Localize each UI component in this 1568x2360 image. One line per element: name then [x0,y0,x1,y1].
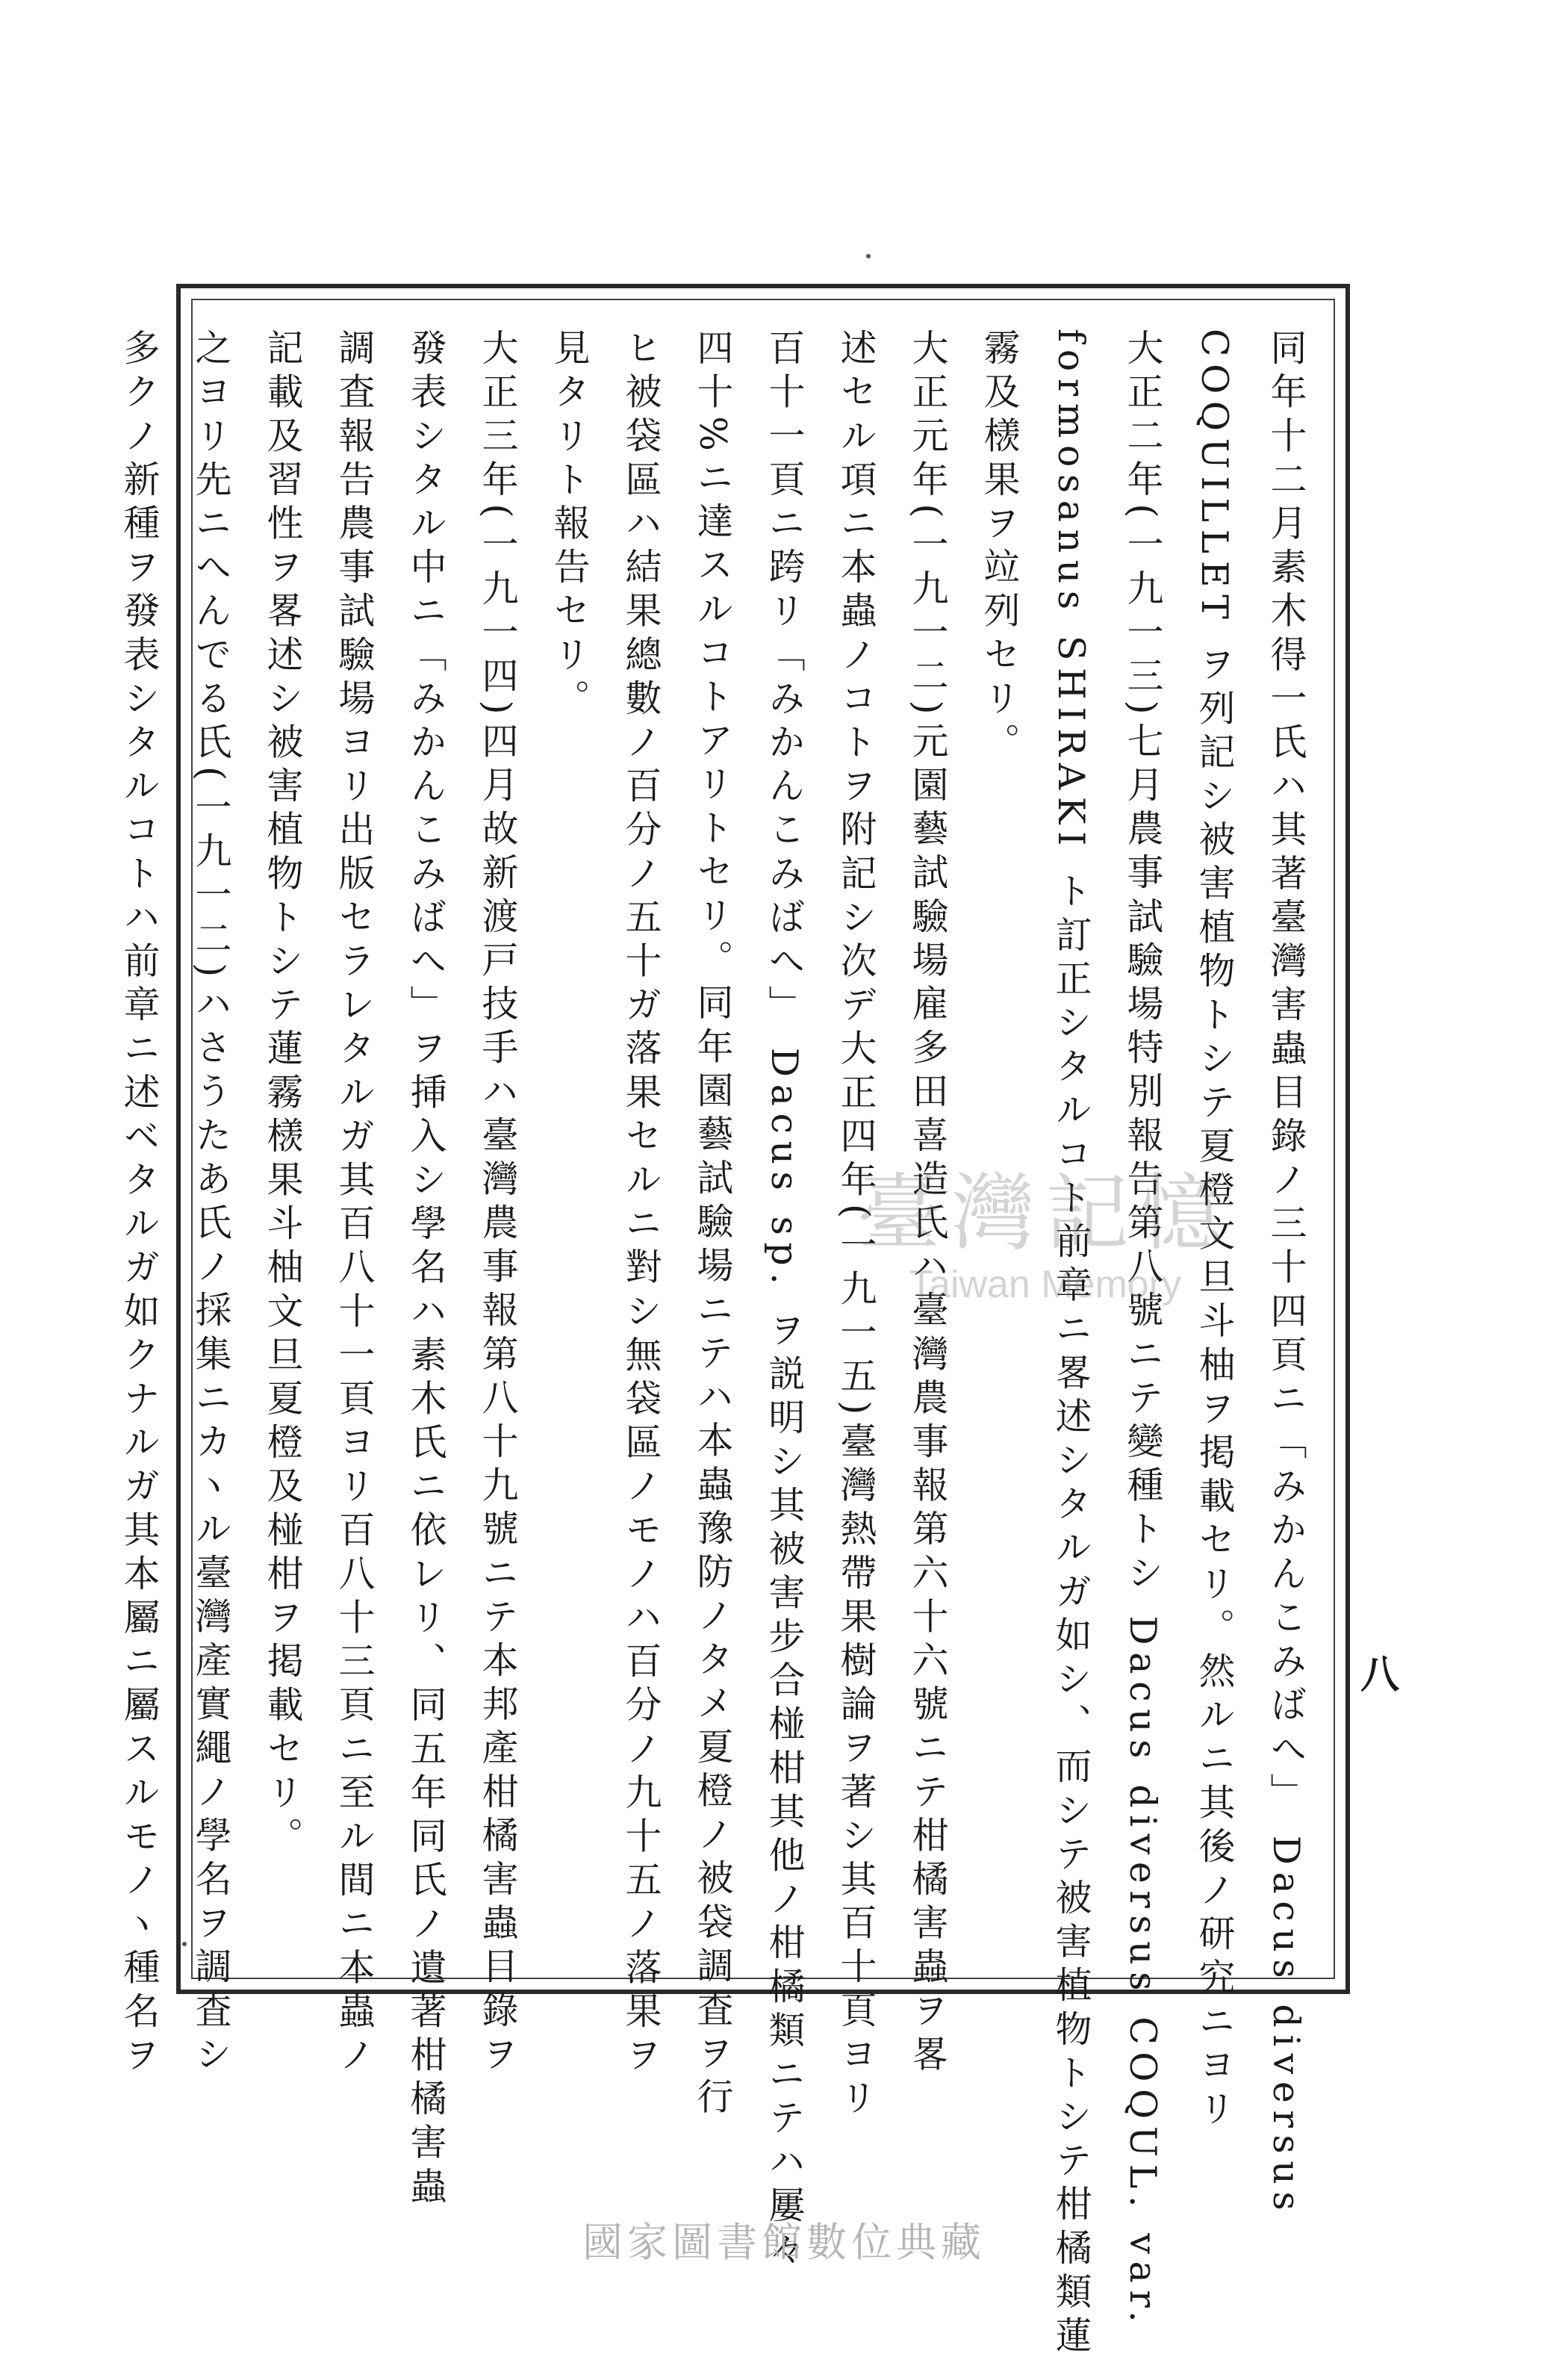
text-line: 之ヨリ先ニへんでる氏(一九一二)ハさうたあ氏ノ採集ニカヽル臺灣產實繩ノ學名ヲ調査シ [190,329,232,2078]
text-line: 霧及檨果ヲ竝列セリ。 [978,329,1021,766]
text-line: formosanus SHIRAKI ト訂正シタルコト前章ニ畧述シタルガ如シ、而シテ被害植物トシテ柑橘類蓮 [1050,329,1092,2360]
text-line: 調査報告農事試驗場ヨリ出版セラレタルガ其百八十一頁ヨリ百八十三頁ニ至ル間ニ本蟲ノ [333,329,376,2079]
watermark-chinese-text: 臺灣記憶 [857,1165,1233,1262]
text-line: 記載及習性ヲ畧述シ被害植物トシテ蓮霧檨果斗柚文旦夏橙及椪柑ヲ掲載セリ。 [261,329,304,1860]
text-line: 大正元年(一九一二)元園藝試驗場雇多田喜造氏ハ臺灣農事報第六十六號ニテ柑橘害蟲ヲ畧 [906,329,949,2078]
scan-speck [866,254,871,258]
watermark-english-text: Taiwan Memory [909,1263,1182,1306]
footer-archive-label: 國家圖書館數位典藏 [582,2219,986,2266]
scan-speck [182,1942,187,1946]
text-line: 述セル項ニ本蟲ノコトヲ附記シ次デ大正四年(一九一五)臺灣熱帶果樹論ヲ著シ其百十頁ヨリ [835,329,877,2123]
text-line: ヒ被袋區ハ結果總數ノ百分ノ五十ガ落果セルニ對シ無袋區ノモノハ百分ノ九十五ノ落果ヲ [620,329,662,2079]
text-line: 見タリト報告セリ。 [548,329,591,723]
text-line: COQUILLET ヲ列記シ被害植物トシテ夏橙文旦斗柚ヲ掲載セリ。然ルニ其後ノ研究ニヨリ [1193,329,1236,2133]
text-line: 同年十二月素木得一氏ハ其著臺灣害蟲目錄ノ三十四頁ニ「みかんこみばへ」 Dacus diversus [1265,329,1307,2218]
text-line: 多クノ新種ヲ發表シタルコトハ前章ニ述ベタルガ如クナルガ其本屬ニ屬スルモノヽ種名ヲ [118,329,161,2079]
text-line: 四十%ニ達スルコトアリトセリ。同年園藝試驗場ニテハ本蟲豫防ノタメ夏橙ノ被袋調査ヲ行 [691,329,734,2122]
text-line: 百十一頁ニ跨リ「みかんこみばへ」 Dacus sp. ヲ説明シ其被害步合椪柑其他ノ柑橘類ニテハ屢々 [763,329,806,2273]
text-line: 大正二年(一九一三)七月農事試驗場特別報告第八號ニテ變種トシ Dacus diversus COQUL. var. [1121,329,1164,2330]
text-line: 大正三年(一九一四)四月故新渡戸技手ハ臺灣農事報第八十九號ニテ本邦產柑橘害蟲目錄ヲ [476,329,519,2078]
text-line: 發表シタル中ニ「みかんこみばへ」ヲ挿入シ學名ハ素木氏ニ依レリ、同五年同氏ノ遺著柑橘害蟲 [405,329,447,2211]
page-number: 八 [1360,1652,1400,1698]
